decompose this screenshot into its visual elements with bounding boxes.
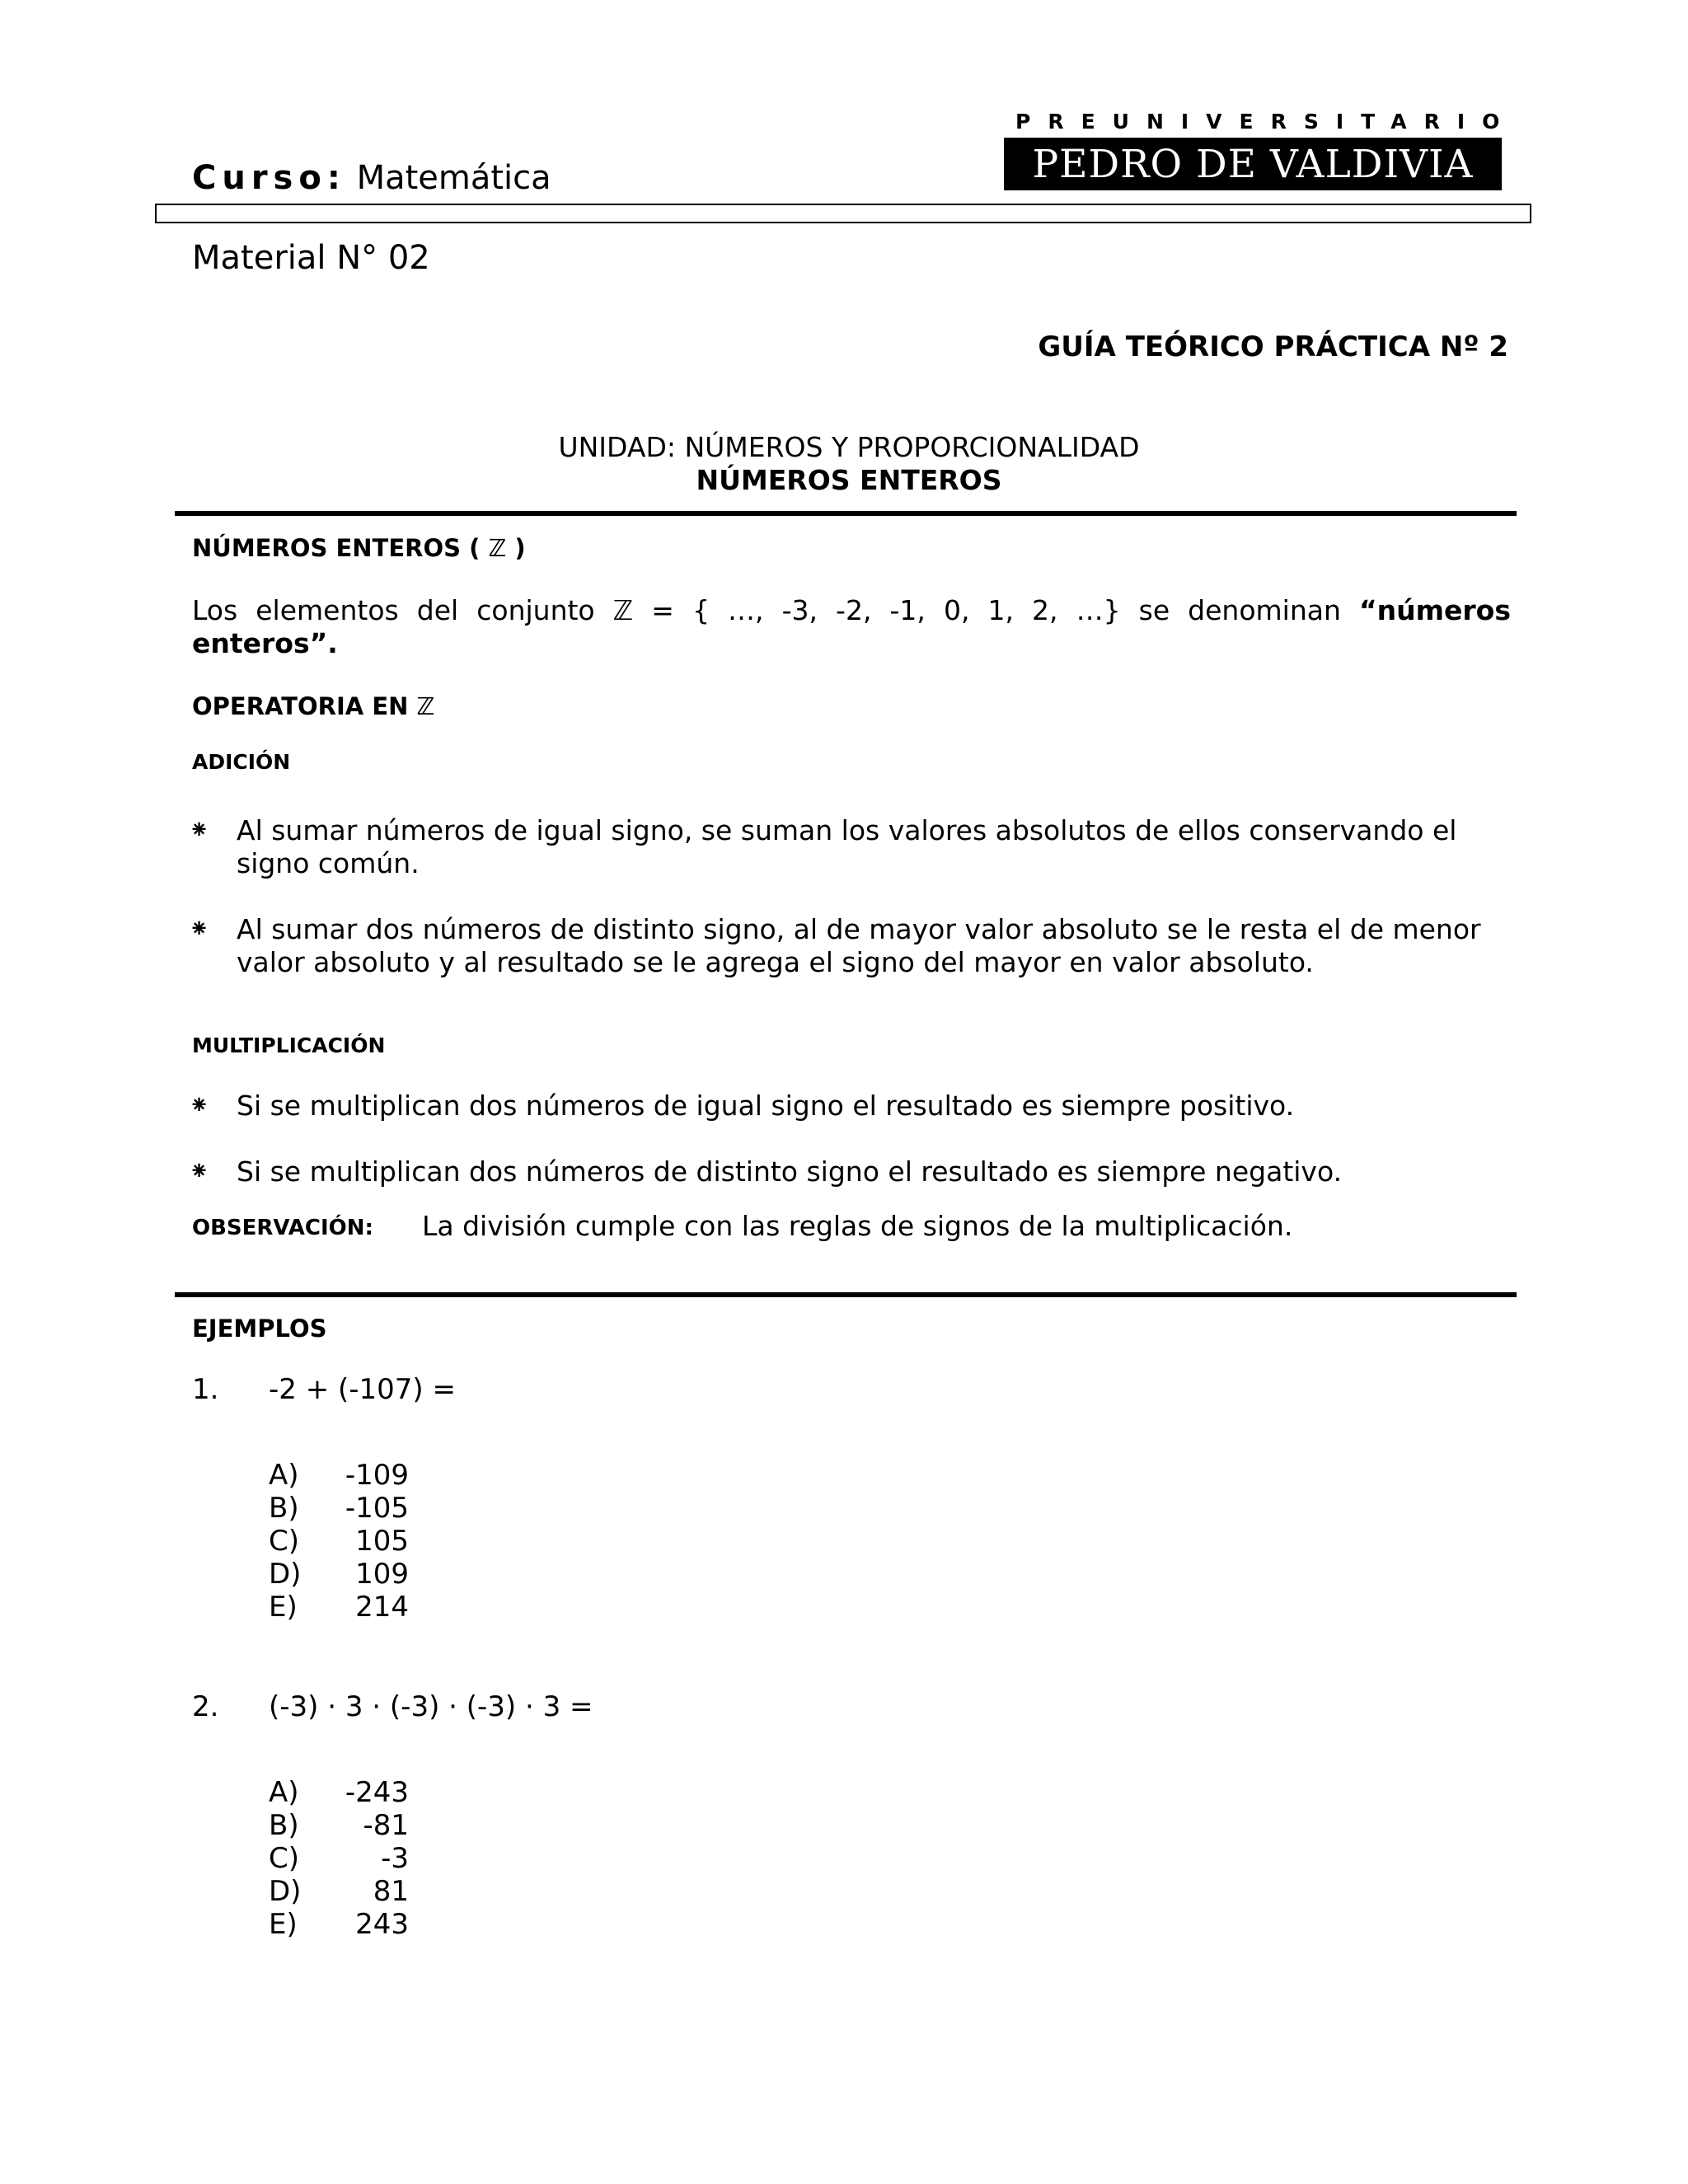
option-letter: B) xyxy=(269,1492,299,1525)
option-letter: C) xyxy=(269,1525,300,1558)
observation-text: La división cumple con las reglas de signos de la multiplicación. xyxy=(422,1210,1293,1242)
example-1-number: 1. xyxy=(192,1373,219,1406)
example-1-option-e xyxy=(269,1591,409,1624)
guide-title: GUÍA TEÓRICO PRÁCTICA Nº 2 xyxy=(1038,330,1508,363)
bullet-icon: ⁕ xyxy=(189,1091,210,1120)
bullet-icon: ⁕ xyxy=(189,1157,210,1186)
integers-definition-text: Los elementos del conjunto ℤ = { …, -3, -2, -1, 0, 1, 2, …} se denominan xyxy=(192,594,1359,626)
option-value: 214 xyxy=(355,1591,409,1624)
option-letter: A) xyxy=(269,1459,299,1492)
addition-rule-1-text: Al sumar números de igual signo, se suman los valores absolutos de ellos conservando el signo común. xyxy=(237,814,1457,879)
option-value: -243 xyxy=(345,1776,409,1809)
course-label: Curso: xyxy=(192,159,346,197)
section-rule-bottom xyxy=(175,1292,1517,1297)
option-value: -105 xyxy=(345,1492,409,1525)
example-2-number: 2. xyxy=(192,1690,219,1723)
option-value: 105 xyxy=(355,1525,409,1558)
option-letter: D) xyxy=(269,1558,302,1591)
example-1-option-a xyxy=(269,1459,409,1492)
integers-definition-bold: “números enteros”. xyxy=(192,594,1511,659)
example-2-option-e xyxy=(269,1908,409,1941)
option-value: 81 xyxy=(373,1875,409,1908)
option-value: -81 xyxy=(363,1809,409,1842)
unit-title: UNIDAD: NÚMEROS Y PROPORCIONALIDAD xyxy=(558,431,1140,463)
example-1-option-d xyxy=(269,1558,409,1591)
multiplication-rule-2-text: Si se multiplican dos números de distinto signo el resultado es siempre negativo. xyxy=(237,1155,1343,1188)
integers-definition xyxy=(192,594,1511,660)
logo-banner xyxy=(1004,138,1502,190)
logo-preuniversitario: PREUNIVERSITARIO xyxy=(1015,110,1517,134)
example-1-option-c xyxy=(269,1525,409,1558)
option-value: 243 xyxy=(355,1908,409,1941)
logo-pedro-de-valdivia: PEDRO DE VALDIVIA xyxy=(1032,141,1474,187)
section-rule-top xyxy=(175,511,1517,516)
unit-subtitle: NÚMEROS ENTEROS xyxy=(696,464,1002,496)
integers-heading: NÚMEROS ENTEROS ( ℤ ) xyxy=(192,534,526,562)
material-number: Material N° 02 xyxy=(192,239,430,277)
option-letter: C) xyxy=(269,1842,300,1875)
course-value: Matemática xyxy=(356,159,551,197)
example-2-option-b xyxy=(269,1809,409,1842)
examples-heading: EJEMPLOS xyxy=(192,1315,327,1343)
header-divider-box xyxy=(155,204,1531,223)
option-value: -3 xyxy=(381,1842,409,1875)
addition-rule-2-text: Al sumar dos números de distinto signo, al de mayor valor absoluto se le resta el de menor valor absoluto y al resultado se le agrega el signo del mayor en valor absoluto. xyxy=(237,913,1481,978)
example-2-option-c xyxy=(269,1842,409,1875)
example-2-option-a xyxy=(269,1776,409,1809)
option-value: 109 xyxy=(355,1558,409,1591)
multiplication-heading: MULTIPLICACIÓN xyxy=(192,1033,386,1057)
bullet-icon: ⁕ xyxy=(189,816,210,845)
option-letter: B) xyxy=(269,1809,299,1842)
option-letter: D) xyxy=(269,1875,302,1908)
option-value: -109 xyxy=(345,1459,409,1492)
addition-heading: ADICIÓN xyxy=(192,750,291,774)
example-2-expression: (-3) · 3 · (-3) · (-3) · 3 = xyxy=(269,1690,593,1723)
multiplication-rule-1-text: Si se multiplican dos números de igual signo el resultado es siempre positivo. xyxy=(237,1090,1295,1122)
option-letter: A) xyxy=(269,1776,299,1809)
option-letter: E) xyxy=(269,1591,298,1624)
example-1-option-b xyxy=(269,1492,409,1525)
operations-heading: OPERATORIA EN ℤ xyxy=(192,692,435,720)
course-line xyxy=(192,159,551,197)
observation-label: OBSERVACIÓN: xyxy=(192,1216,373,1240)
option-letter: E) xyxy=(269,1908,298,1941)
example-1-expression: -2 + (-107) = xyxy=(269,1373,456,1406)
example-2-option-d xyxy=(269,1875,409,1908)
bullet-icon: ⁕ xyxy=(189,915,210,944)
